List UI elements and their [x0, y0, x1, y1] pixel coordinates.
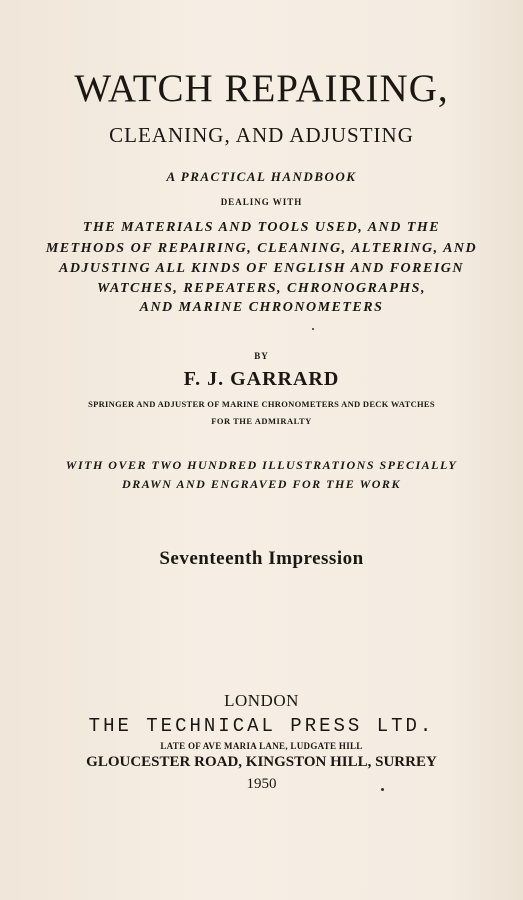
imprint-city: LONDON [224, 691, 299, 710]
author-name: F. J. GARRARD [183, 368, 340, 390]
illustrations-note: WITH OVER TWO HUNDRED ILLUSTRATIONS SPECIALLY [65, 458, 458, 472]
author-role: SPRINGER AND ADJUSTER OF MARINE CHRONOMETERS AND DECK WATCHES [88, 399, 435, 409]
description-line: WATCHES, REPEATERS, CHRONOGRAPHS, [97, 281, 426, 296]
book-title: WATCH REPAIRING, [74, 67, 449, 110]
description-line: METHODS OF REPAIRING, CLEANING, ALTERING, AND [45, 241, 478, 256]
description-line: THE MATERIALS AND TOOLS USED, AND THE [82, 220, 441, 235]
author-role-continued: FOR THE ADMIRALTY [211, 416, 312, 426]
publisher-address: GLOUCESTER ROAD, KINGSTON HILL, SURREY [86, 754, 437, 770]
description-line: AND MARINE CHRONOMETERS [139, 300, 384, 315]
dealing-with-label: DEALING WITH [220, 197, 303, 207]
publisher-name: THE TECHNICAL PRESS LTD. [88, 715, 435, 737]
description-line: ADJUSTING ALL KINDS OF ENGLISH AND FOREIGN [58, 261, 465, 276]
ink-speck [381, 788, 384, 791]
illustrations-note-continued: DRAWN AND ENGRAVED FOR THE WORK [122, 477, 401, 491]
by-label: BY [254, 351, 269, 361]
handbook-label: A PRACTICAL HANDBOOK [166, 169, 357, 184]
ink-speck [312, 328, 314, 330]
publication-year: 1950 [246, 776, 277, 792]
book-subtitle: CLEANING, AND ADJUSTING [109, 123, 414, 147]
former-address: LATE OF AVE MARIA LANE, LUDGATE HILL [160, 741, 363, 751]
impression-label: Seventeenth Impression [159, 548, 364, 569]
